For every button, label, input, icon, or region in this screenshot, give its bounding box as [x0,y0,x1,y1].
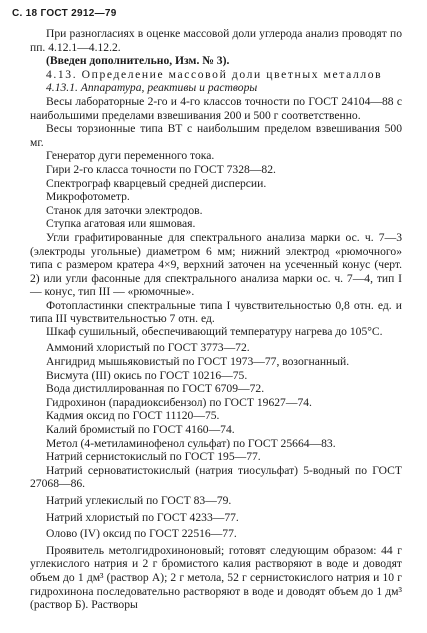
paragraph: При разногласиях в оценке массовой доли углерода анализ проводят по пп. 4.12.1—4.12.2. [30,27,402,54]
paragraph: Натрий углекислый по ГОСТ 83—79. [46,494,232,507]
paragraph: Вода дистиллированная по ГОСТ 6709—72. [46,382,265,396]
paragraph: Ангидрид мышьяковистый по ГОСТ 1973—77, возогнанный. [46,355,350,369]
paragraph: Спектрограф кварцевый средней дисперсии. [46,176,267,190]
paragraph: Станок для заточки электродов. [46,203,203,217]
paragraph: Весы лабораторные 2-го и 4-го классов точности по ГОСТ 24104—88 с наибольшими пределами взвешивания 200 и 500 г соответственно. [30,94,402,122]
paragraph: Угли графитированные для спектрального анализа марки ос. ч. 7—3 (электроды угольные) диаметром 6 мм; нижний электрод «рюмочного» типа с размером кратера 4×9, верхний заточен на усеченный конус (черт. 2) или угли фасонные для спектрального анализа марки ос. ч. 7—4, тип I — конус, тип III — «рюмочные». [30,230,402,299]
paragraph: Натрий сернистокислый по ГОСТ 195—77. [46,450,261,464]
paragraph: Фотопластинки спектральные типа I чувствительностью 0,8 отн. ед. и типа III чувствительностью 7 отн. ед. [30,298,402,325]
paragraph: Калий бромистый по ГОСТ 4160—74. [46,423,235,437]
paragraph: Гири 2-го класса точности по ГОСТ 7328—82. [46,162,276,176]
paragraph: Олово (IV) оксид по ГОСТ 22516—77. [46,527,237,541]
paragraph: Висмута (III) окись по ГОСТ 10216—75. [46,368,248,382]
paragraph: Кадмия оксид по ГОСТ 11120—75. [46,409,220,423]
page-header: С. 18 ГОСТ 2912—79 [12,8,117,19]
paragraph: Гидрохинон (парадиоксибензол) по ГОСТ 19627—74. [46,395,312,409]
paragraph: (Введен дополнительно, Изм. № 3). [46,54,230,68]
paragraph: Метол (4-метиламинофенол сульфат) по ГОСТ 25664—83. [46,436,336,450]
paragraph: Весы торзионные типа ВТ с наибольшим пределом взвешивания 500 мг. [30,122,402,149]
paragraph: Шкаф сушильный, обеспечивающий температуру нагрева до 105°С. [46,324,383,338]
paragraph: Аммоний хлористый по ГОСТ 3773—72. [46,341,250,355]
paragraph: Микрофотометр. [46,190,130,204]
paragraph: Ступка агатовая или яшмовая. [46,217,196,231]
paragraph: 4.13.1. Аппаратура, реактивы и растворы [46,81,258,95]
paragraph: Проявитель метолгидрохиноновый; готовят следующим образом: 44 г углекислого натрия и 2 г бромистого калия растворяют в воде и доводят объем до 1 дм³ (раствор А); 2 г метола, 52 г сернистокислого натрия и 10 г гидрохинона последовательно растворяют в воде и доводят объем до 1 дм³ (раствор Б). Растворы [30,543,402,612]
paragraph: 4.13. Определение массовой доли цветных металлов [46,67,383,81]
paragraph: Натрий хлористый по ГОСТ 4233—77. [46,510,239,524]
paragraph: Натрий серноватистокислый (натрия тиосульфат) 5-водный по ГОСТ 27068—86. [30,463,402,491]
document-body [30,27,402,612]
paragraph: Генератор дуги переменного тока. [46,149,215,163]
